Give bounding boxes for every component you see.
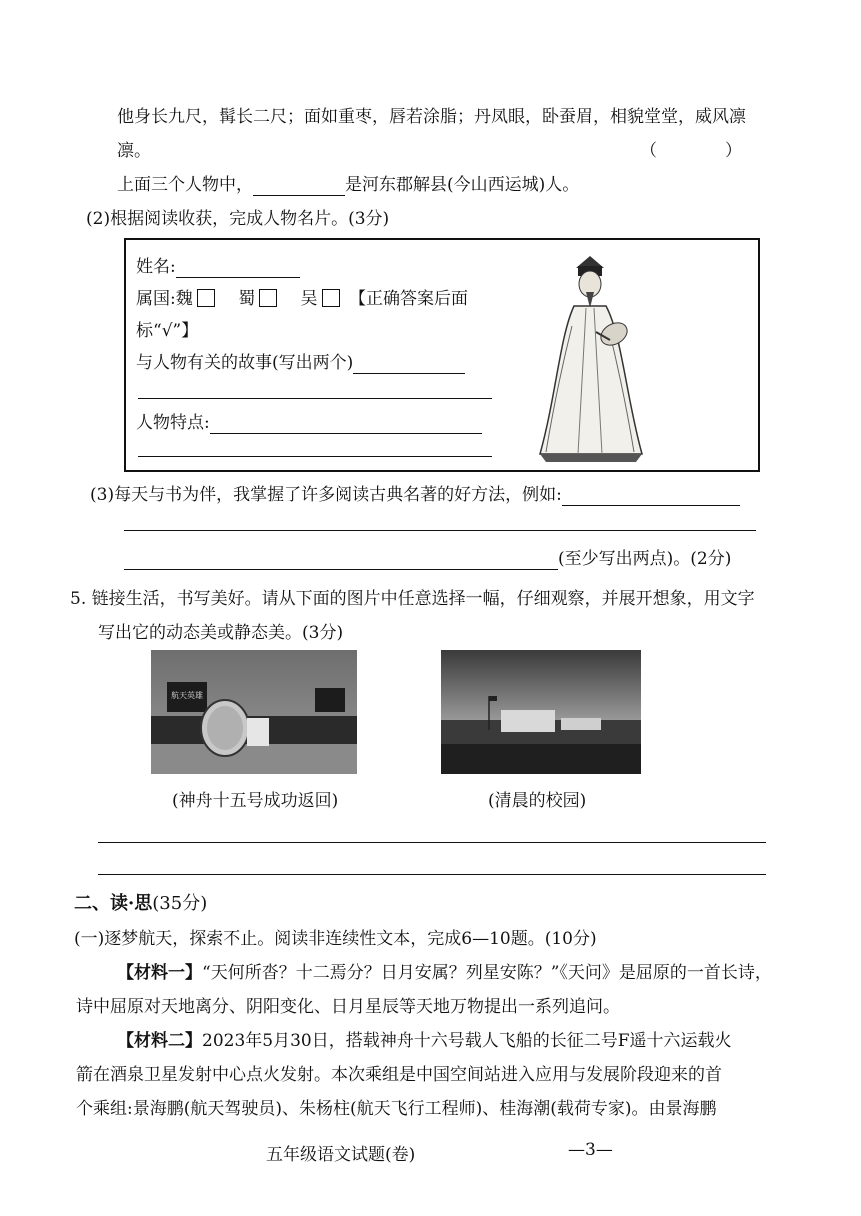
section2-heading: 二、读·思 [74,893,153,914]
q5-line2: 写出它的动态美或静态美。(3分) [98,623,344,643]
spacecraft-capsule-icon [151,650,357,774]
material2-label: 【材料二】 [117,1031,202,1051]
story-input-line-2[interactable] [138,398,492,399]
q4-3-suffix: (至少写出两点)。(2分) [558,549,732,569]
material2-text: 2023年5月30日，搭载神舟十六号载人飞船的长征二号F遥十六运载火 [202,1031,732,1051]
instruction-b: 标“√”】 [136,321,199,341]
material1-text: “天何所沓？十二焉分？日月安属？列星安陈？”《天问》是屈原的一首长诗， [202,963,772,983]
writing-line-1[interactable] [98,842,766,843]
q4-2-title: (2)根据阅读收获，完成人物名片。(3分) [86,209,390,229]
q4-sentence-pre: 上面三个人物中， [117,175,253,195]
q4-desc-line2: 凛。 [117,141,151,161]
writing-line-2[interactable] [98,874,766,875]
page-number: —3— [568,1140,613,1160]
footer-title: 五年级语文试题(卷) [266,1145,416,1165]
q4-sentence-post: 是河东郡解县(今山西运城)人。 [345,175,580,195]
card-name-row [136,256,300,278]
scholar-portrait-icon [526,246,654,466]
name-label: 姓名: [136,257,176,277]
card-story-row [136,352,465,374]
story-label: 与人物有关的故事(写出两个) [136,353,354,373]
answer-paren: （ ） [640,141,742,161]
material2-line3: 个乘组:景海鹏(航天驾驶员)、朱杨柱(航天飞行工程师)、桂海潮(载荷专家)。由景海鹏 [76,1099,717,1119]
checkbox-shu[interactable] [259,289,277,307]
trait-input-line-1[interactable] [210,415,482,434]
q4-3-text: (3)每天与书为伴，我掌握了许多阅读古典名著的好方法，例如: [90,485,562,505]
q4-desc-line1: 他身长九尺，髯长二尺；面如重枣，唇若涂脂；丹凤眼，卧蚕眉，相貌堂堂，威风凛 [117,107,746,127]
card-trait-row [136,412,482,434]
material1-label: 【材料一】 [117,963,202,983]
campus-photo[interactable] [441,650,641,774]
answer-blank-person[interactable] [253,177,345,196]
q4-3-row [90,484,740,506]
section2-heading-row [74,892,207,916]
country-wu-label: 吴 [300,289,318,309]
banner-text: 航天英雄 [171,691,203,700]
name-input-line[interactable] [176,259,300,278]
material1-line1 [117,962,772,984]
caption-left: (神舟十五号成功返回) [172,791,339,811]
part1-title: (一)逐梦航天，探索不止。阅读非连续性文本，完成6—10题。(10分) [74,929,597,949]
capsule-landing-photo[interactable] [151,650,357,774]
method-input-line-3[interactable] [124,551,558,570]
q4-3-last-row [124,548,731,570]
method-input-line-2[interactable] [124,530,756,531]
instruction-a: 【正确答案后面 [348,289,468,309]
country-shu-label: 蜀 [238,289,256,309]
material2-line2: 箭在酒泉卫星发射中心点火发射。本次乘组是中国空间站进入应用与发展阶段迎来的首 [76,1065,722,1085]
caption-right: (清晨的校园) [488,791,587,811]
card-country-row [136,288,468,310]
q4-sentence [117,174,579,196]
material1-line2: 诗中屈原对天地离分、阴阳变化、日月星辰等天地万物提出一系列追问。 [76,997,620,1017]
trait-label: 人物特点: [136,413,210,433]
checkbox-wei[interactable] [197,289,215,307]
method-input-line-1[interactable] [562,487,740,506]
campus-scene-icon [441,650,641,774]
trait-input-line-2[interactable] [138,456,492,457]
story-input-line-1[interactable] [353,355,465,374]
checkbox-wu[interactable] [322,289,340,307]
section2-score: (35分) [152,893,208,914]
q5-line1: 5. 链接生活，书写美好。请从下面的图片中任意选择一幅，仔细观察，并展开想象，用文字 [70,589,755,609]
character-card [124,238,760,472]
material2-line1 [117,1030,732,1052]
country-label: 属国:魏 [136,289,193,309]
